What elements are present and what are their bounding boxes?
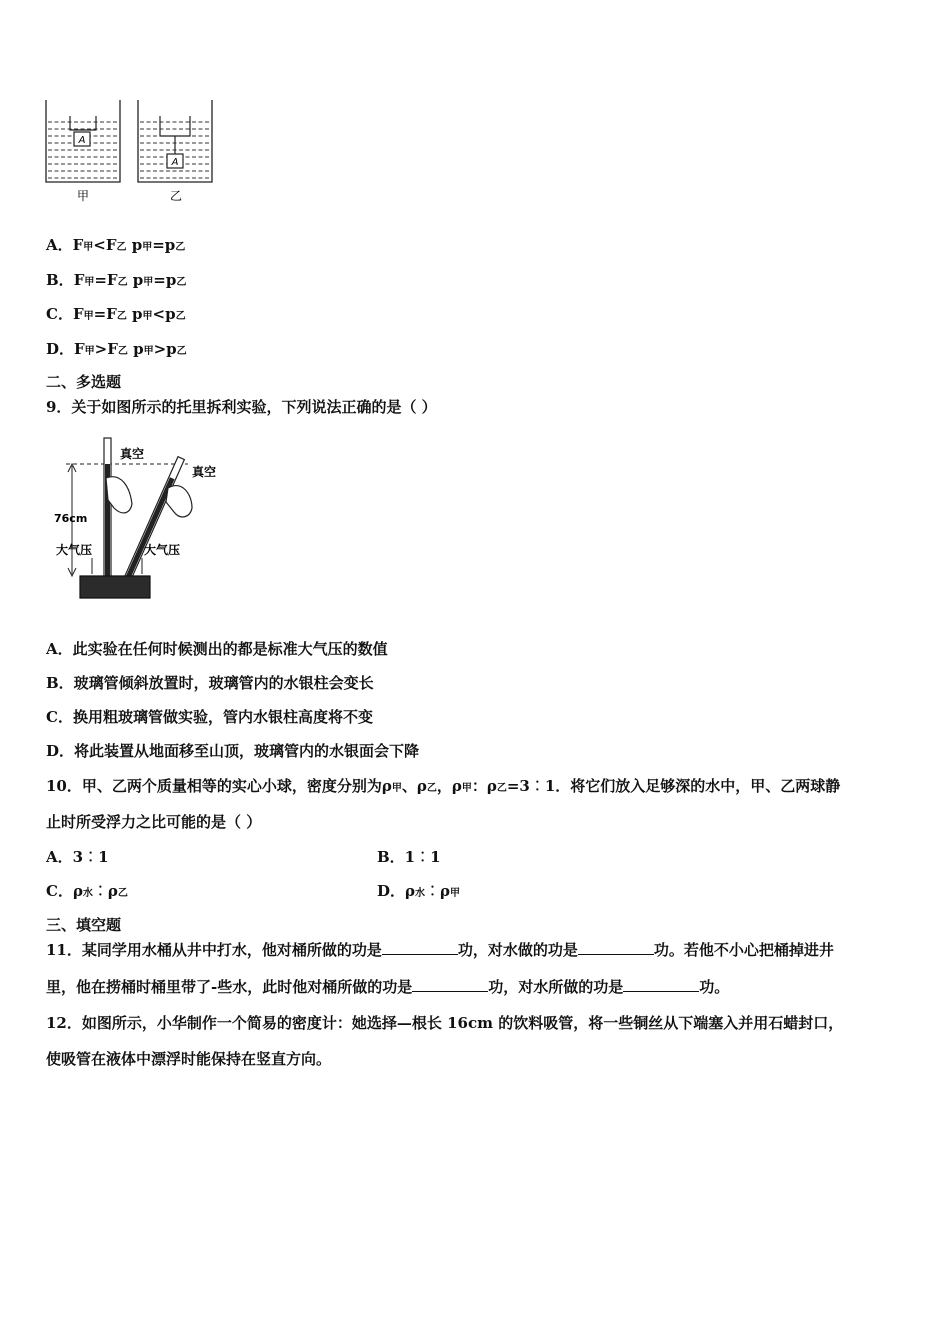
q11-line2: 里，他在捞桶时桶里带了-些水，此时他对桶所做的功是 功，对水所做的功是 功。 [46, 978, 730, 996]
beaker-label-jia: 甲 [76, 189, 90, 203]
q9-option-a: A．此实验在任何时候测出的都是标准大气压的数值 [46, 640, 388, 658]
section-heading-multi-choice: 二、多选题 [46, 373, 122, 391]
answer-blank-2[interactable] [578, 940, 654, 955]
q8-option-d: D．F甲>F乙 p甲>p乙 [46, 340, 187, 358]
answer-blank-4[interactable] [623, 977, 699, 992]
answer-blank-3[interactable] [412, 977, 488, 992]
vacuum-label-2: 真空 [192, 465, 217, 479]
q10-option-c: C．ρ水︰ρ乙 [46, 882, 128, 900]
q11-line1: 11．某同学用水桶从井中打水，他对桶所做的功是 功，对水做的功是 功。若他不小心把桶掉进井 [46, 941, 834, 959]
vacuum-label-1: 真空 [120, 447, 145, 461]
atm-label-2: 大气压 [144, 543, 181, 557]
q8-option-c: C．F甲=F乙 p甲<p乙 [46, 305, 186, 323]
q8-option-a: A．F甲<F乙 p甲=p乙 [46, 236, 186, 254]
answer-blank-1[interactable] [382, 940, 458, 955]
q10-stem-line1: 10．甲、乙两个质量相等的实心小球，密度分别为ρ甲、ρ乙，ρ甲：ρ乙=3︰1．将它们放入足够深的水中，甲、乙两球静 [46, 777, 841, 795]
block-a-label-1: A [78, 135, 86, 146]
atm-label-1: 大气压 [56, 543, 93, 557]
q9-option-b: B．玻璃管倾斜放置时，玻璃管内的水银柱会变长 [46, 674, 374, 692]
torricelli-figure [52, 428, 232, 604]
q10-option-a: A．3︰1 [46, 848, 109, 866]
q9-option-c: C．换用粗玻璃管做实验，管内水银柱高度将不变 [46, 708, 373, 726]
q12-line2: 使吸管在液体中漂浮时能保持在竖直方向。 [46, 1050, 332, 1068]
q9-option-d: D．将此装置从地面移至山顶，玻璃管内的水银面会下降 [46, 742, 420, 760]
beaker-figure [40, 96, 220, 208]
q10-stem-line2: 止时所受浮力之比可能的是（ ） [46, 813, 262, 831]
section-heading-fill-blank: 三、填空题 [46, 916, 122, 934]
q10-option-d: D．ρ水︰ρ甲 [377, 882, 460, 900]
block-a-label-2: A [171, 157, 179, 168]
beaker-label-yi: 乙 [169, 189, 183, 203]
q8-option-b: B．F甲=F乙 p甲=p乙 [46, 271, 187, 289]
height-label: 76cm [54, 512, 88, 525]
q12-line1: 12．如图所示，小华制作一个简易的密度计：她选择—根长 16cm 的饮料吸管，将一些铜丝从下端塞入并用石蜡封口， [46, 1014, 844, 1032]
q9-stem: 9．关于如图所示的托里拆利实验，下列说法正确的是（ ） [46, 398, 437, 416]
q10-option-b: B．1︰1 [377, 848, 441, 866]
